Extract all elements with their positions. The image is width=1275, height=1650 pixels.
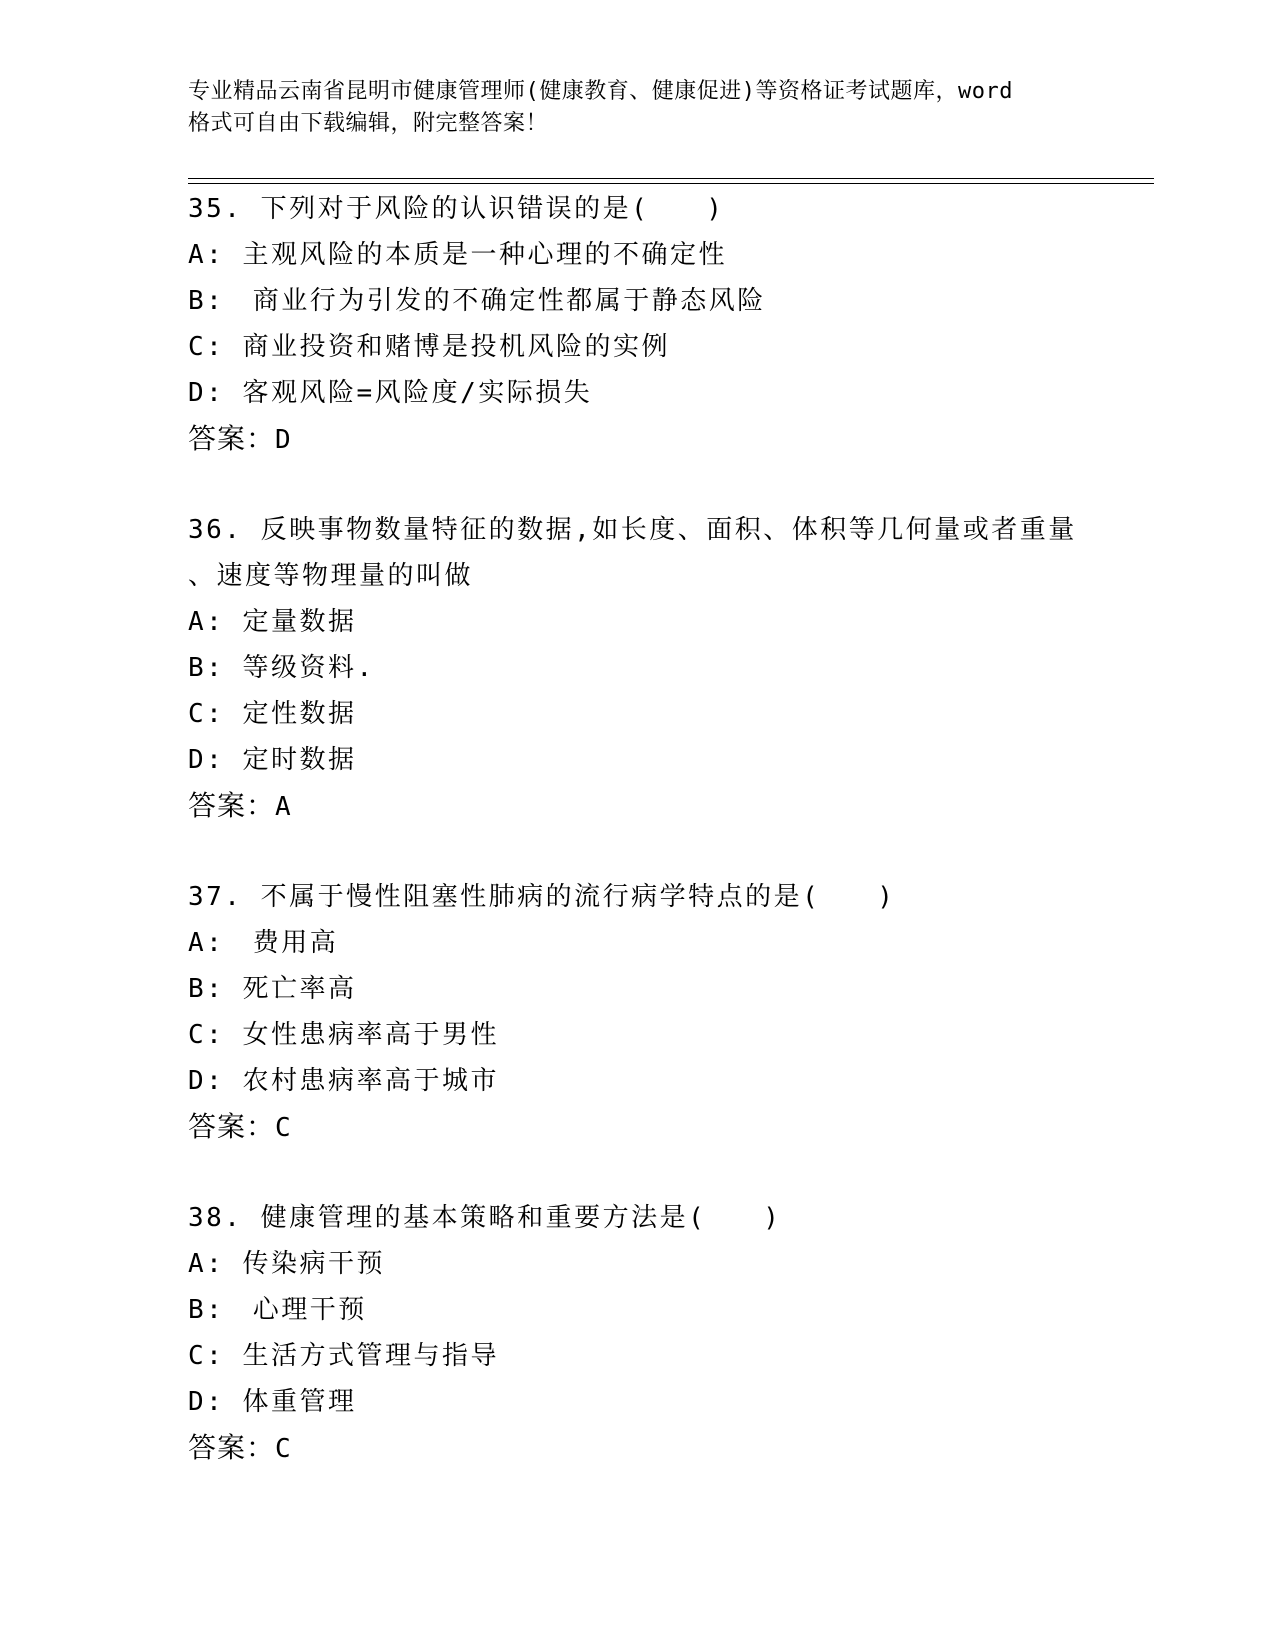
option-a: A: 传染病干预 bbox=[188, 1249, 385, 1279]
answer-value: C bbox=[275, 1434, 292, 1464]
option-b: B: 死亡率高 bbox=[188, 974, 357, 1004]
answer-value: C bbox=[275, 1113, 292, 1143]
answer-line bbox=[188, 783, 1088, 830]
header-divider-bottom bbox=[188, 183, 1154, 184]
question-38 bbox=[188, 1195, 1088, 1472]
question-35 bbox=[188, 186, 1088, 463]
option-c: C: 商业投资和赌博是投机风险的实例 bbox=[188, 332, 670, 362]
question-36 bbox=[188, 507, 1088, 830]
question-stem-continued: 、速度等物理量的叫做 bbox=[188, 561, 474, 591]
option-c: C: 生活方式管理与指导 bbox=[188, 1341, 499, 1371]
question-stem: 35. 下列对于风险的认识错误的是( ) bbox=[188, 194, 725, 224]
option-c: C: 定性数据 bbox=[188, 699, 357, 729]
option-d: D: 农村患病率高于城市 bbox=[188, 1066, 499, 1096]
option-d: D: 定时数据 bbox=[188, 745, 357, 775]
question-37 bbox=[188, 874, 1088, 1151]
question-stem: 38. 健康管理的基本策略和重要方法是( ) bbox=[188, 1203, 782, 1233]
option-d: D: 体重管理 bbox=[188, 1387, 357, 1417]
answer-value: D bbox=[275, 425, 292, 455]
option-a: A: 费用高 bbox=[188, 928, 339, 958]
question-list bbox=[188, 186, 1088, 1516]
question-stem: 36. 反映事物数量特征的数据,如长度、面积、体积等几何量或者重量 bbox=[188, 515, 1077, 545]
option-b: B: 商业行为引发的不确定性都属于静态风险 bbox=[188, 286, 766, 316]
answer-line bbox=[188, 1104, 1088, 1151]
answer-label: 答案： bbox=[188, 422, 276, 455]
option-a: A: 主观风险的本质是一种心理的不确定性 bbox=[188, 240, 727, 270]
option-b: B: 心理干预 bbox=[188, 1295, 367, 1325]
document-header bbox=[188, 76, 1088, 140]
option-c: C: 女性患病率高于男性 bbox=[188, 1020, 499, 1050]
header-divider-top bbox=[188, 178, 1154, 179]
option-d: D: 客观风险=风险度/实际损失 bbox=[188, 378, 593, 408]
header-line-2: 格式可自由下载编辑，附完整答案！ bbox=[188, 111, 549, 136]
option-b: B: 等级资料. bbox=[188, 653, 375, 683]
answer-label: 答案： bbox=[188, 1110, 276, 1143]
answer-line bbox=[188, 416, 1088, 463]
answer-label: 答案： bbox=[188, 1431, 276, 1464]
answer-label: 答案： bbox=[188, 789, 276, 822]
header-line-1: 专业精品云南省昆明市健康管理师(健康教育、健康促进)等资格证考试题库，word bbox=[188, 79, 1013, 104]
answer-line bbox=[188, 1425, 1088, 1472]
question-stem: 37. 不属于慢性阻塞性肺病的流行病学特点的是( ) bbox=[188, 882, 896, 912]
answer-value: A bbox=[275, 792, 292, 822]
option-a: A: 定量数据 bbox=[188, 607, 357, 637]
